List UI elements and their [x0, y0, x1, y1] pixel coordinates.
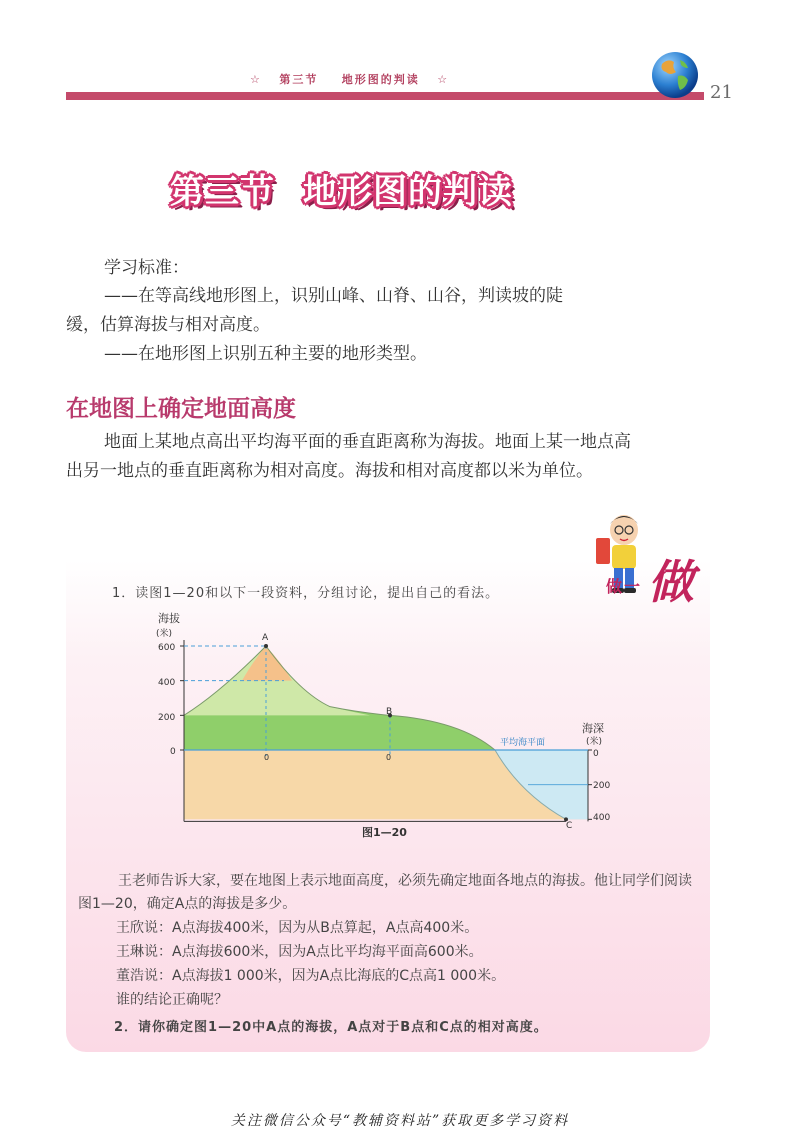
- running-header: [250, 71, 449, 87]
- zero-label-b: 0: [386, 753, 392, 762]
- header-rule: [66, 92, 704, 100]
- point-label-a: A: [262, 633, 269, 643]
- doit-char-1: 做: [606, 577, 623, 596]
- left-tick-200: 200: [158, 713, 176, 723]
- standards-item-2: ——在地形图上识别五种主要的地形类型。: [104, 344, 427, 364]
- left-tick-0: 0: [170, 747, 176, 757]
- left-tick-400: 400: [158, 678, 176, 688]
- globe-icon: [650, 50, 700, 100]
- right-tick-0: 0: [593, 749, 599, 759]
- doit-char-2: 一: [624, 577, 641, 596]
- standards-item-1: [66, 282, 646, 340]
- body-paragraph: 地面上某地点高出平均海平面的垂直距离称为海拔。地面上某一地点高出另一地点的垂直距离称为相对高度。海拔和相对高度都以米为单位。: [66, 432, 631, 481]
- point-label-c: C: [566, 821, 573, 831]
- standards-heading: 学习标准：: [104, 258, 189, 278]
- right-axis-label-line1: 海深: [582, 722, 604, 735]
- point-a: [264, 644, 268, 648]
- header-section: 第三节: [279, 73, 319, 86]
- standards-item-1-line1: ——在等高线地形图上，识别山峰、山脊、山谷，判读坡的陡: [104, 286, 563, 306]
- task-2: 2．请你确定图1—20中A点的海拔，A点对于B点和C点的相对高度。: [114, 1020, 548, 1035]
- right-tick-200: 200: [593, 781, 611, 791]
- point-label-b: B: [386, 707, 393, 717]
- story-line-4: 谁的结论正确呢？: [116, 992, 228, 1008]
- story-paragraph: 王老师告诉大家，要在地图上表示地面高度，必须先确定地面各地点的海拔。他让同学们阅读图1—20，确定A点的海拔是多少。: [78, 873, 692, 912]
- star-icon: ☆: [250, 73, 262, 86]
- doit-title: [604, 548, 714, 608]
- left-tick-600: 600: [158, 643, 176, 653]
- section-title-part2: 地形图的判读: [303, 172, 513, 212]
- sea-level-label: 平均海平面: [500, 738, 546, 748]
- left-axis-label-line1: 海拔: [158, 612, 180, 625]
- doit-char-3: 做: [648, 555, 694, 608]
- zero-label-a: 0: [264, 753, 270, 762]
- footer-note: 关注微信公众号“教辅资料站”获取更多学习资料: [230, 1113, 570, 1129]
- left-axis-label-line2: (米): [156, 629, 173, 639]
- section-title: [170, 164, 513, 213]
- story-line-2: 王琳说：A点海拔600米，因为A点比平均海平面高600米。: [116, 944, 483, 960]
- chart-caption: 图1—20: [362, 826, 407, 839]
- story-line-3: 董浩说：A点海拔1 000米，因为A点比海底的C点高1 000米。: [116, 968, 506, 984]
- subheading: 在地图上确定地面高度: [66, 396, 296, 422]
- task-1: 1．读图1—20和以下一段资料，分组讨论，提出自己的看法。: [112, 586, 500, 601]
- star-icon: ☆: [437, 73, 450, 86]
- elevation-profile-chart: [150, 610, 620, 845]
- story-line-1: 王欣说：A点海拔400米，因为从B点算起，A点高400米。: [116, 920, 479, 936]
- right-tick-400: 400: [593, 813, 611, 823]
- page-number: 21: [710, 82, 733, 103]
- header-title: 地形图的判读: [341, 73, 420, 86]
- section-title-part1: 第三节: [170, 172, 275, 212]
- standards-item-1-line2: 缓，估算海拔与相对高度。: [66, 315, 270, 335]
- right-axis-label-line2: (米): [586, 737, 603, 747]
